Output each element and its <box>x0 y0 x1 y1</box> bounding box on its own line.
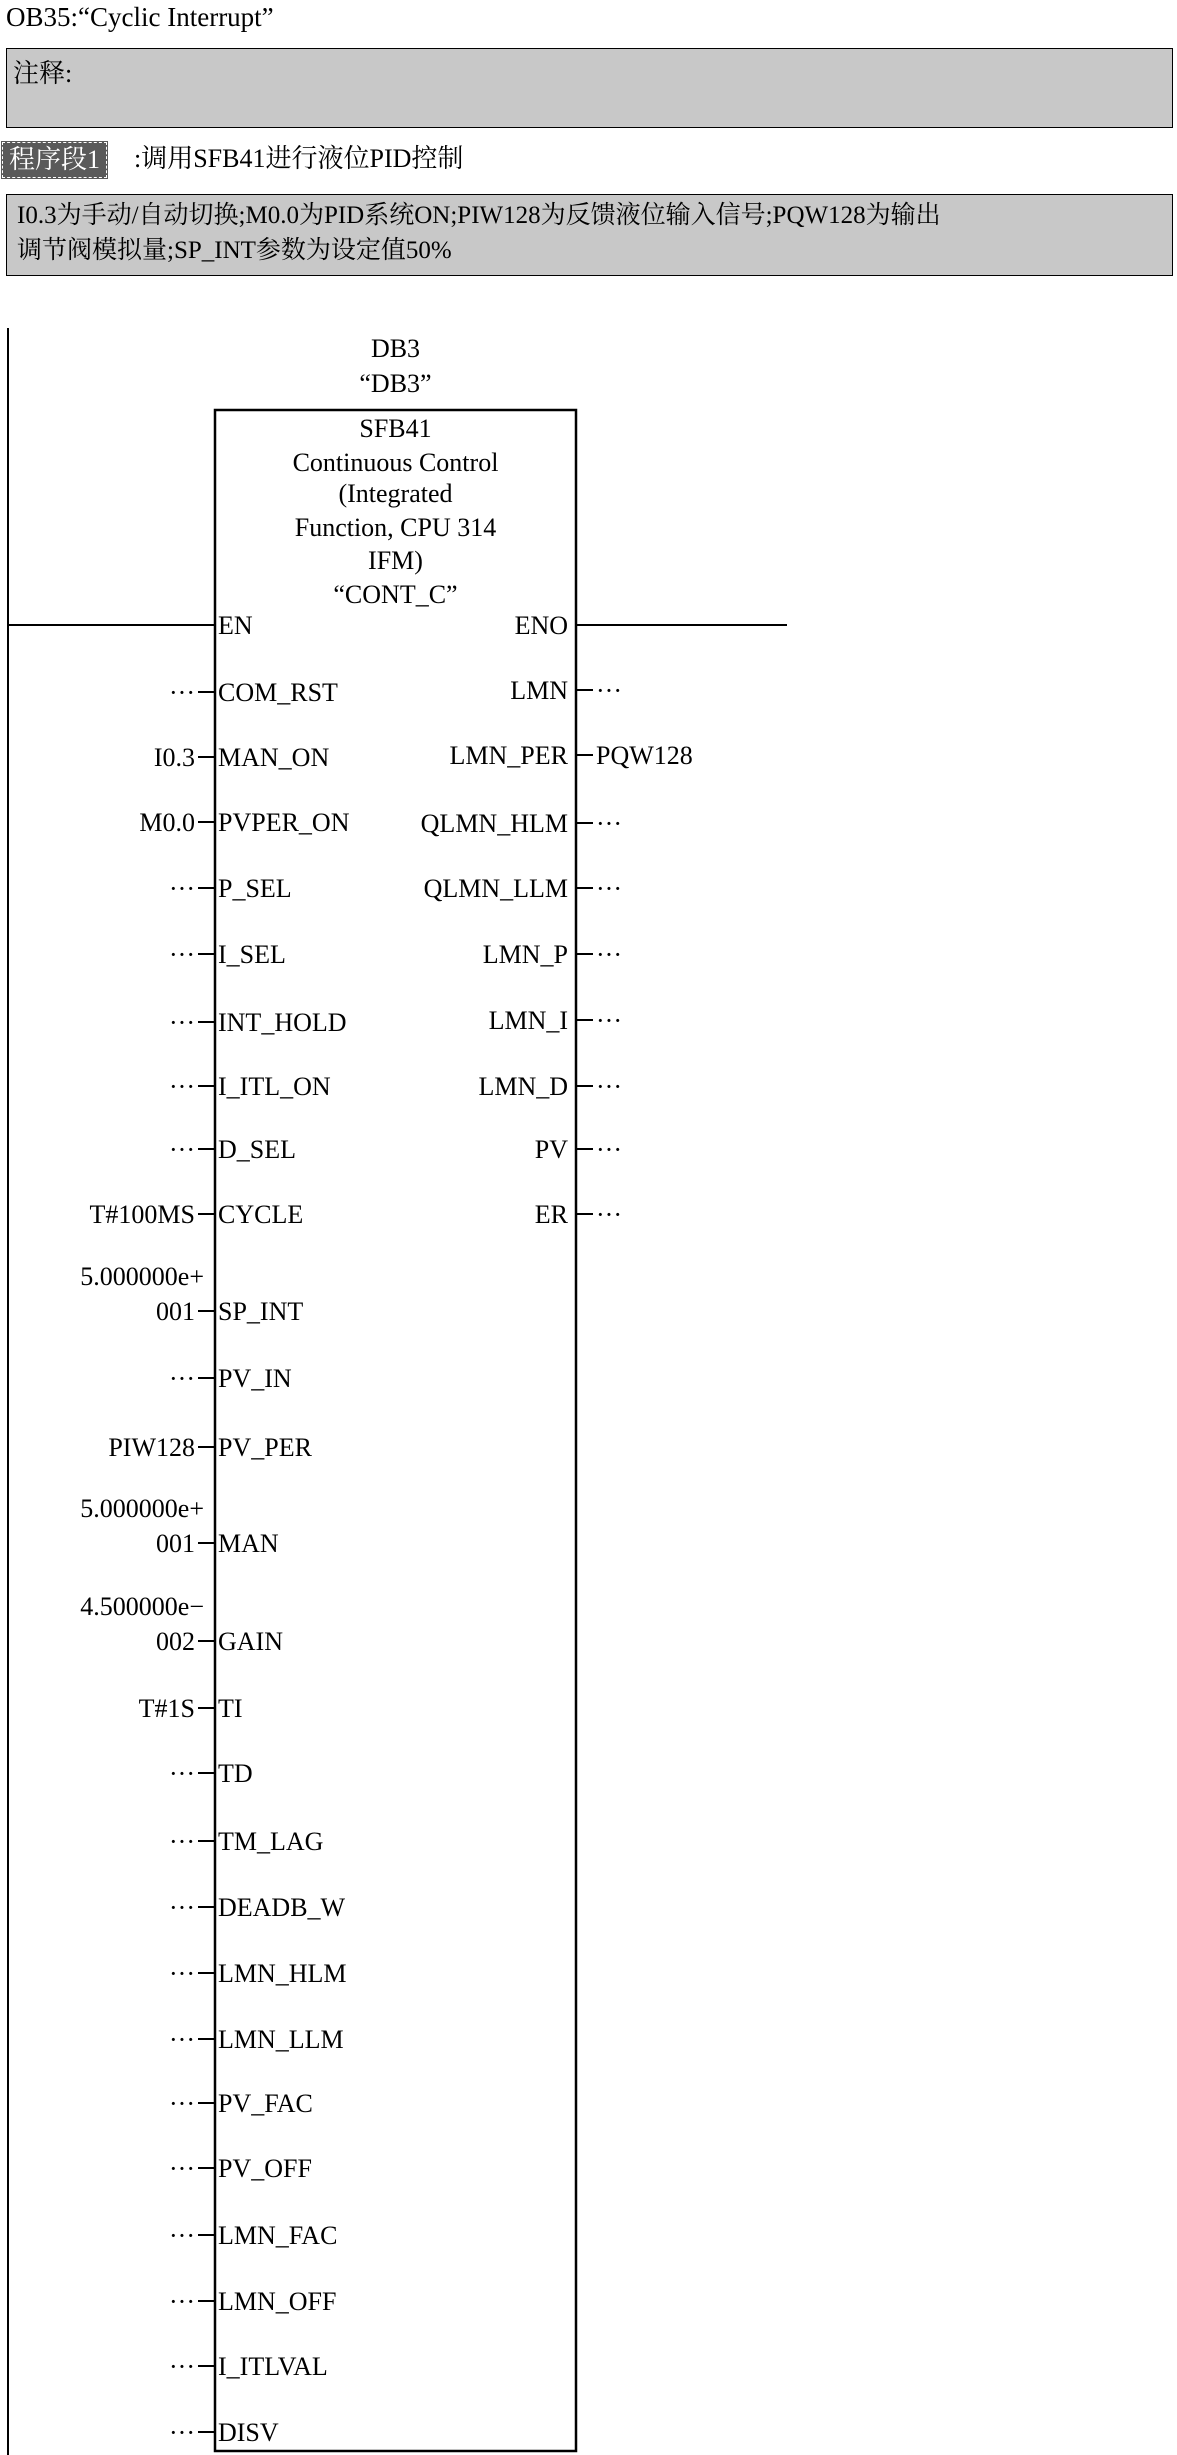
input-value[interactable]: ··· <box>169 1135 195 1164</box>
input-value[interactable]: 001 <box>156 1297 195 1326</box>
input-value[interactable]: ··· <box>169 1827 195 1856</box>
description-line: I0.3为手动/自动切换;M0.0为PID系统ON;PIW128为反馈液位输入信号;PQW128为输出 <box>17 202 941 229</box>
input-pin-disv[interactable]: DISV <box>218 2418 279 2447</box>
input-value[interactable]: ··· <box>169 874 195 903</box>
output-pin-lmn-per[interactable]: LMN_PER <box>449 741 568 770</box>
input-value[interactable]: 5.000000e+ <box>80 1494 204 1523</box>
input-value[interactable]: 5.000000e+ <box>80 1262 204 1291</box>
input-pin-lmn-hlm[interactable]: LMN_HLM <box>218 1959 347 1988</box>
output-value[interactable]: ··· <box>596 1072 622 1101</box>
input-pin-lmn-llm[interactable]: LMN_LLM <box>218 2025 344 2054</box>
input-value[interactable]: ··· <box>169 2089 195 2118</box>
block-title-line: IFM) <box>368 546 423 575</box>
input-pin-d-sel[interactable]: D_SEL <box>218 1135 296 1164</box>
input-pin-pv-off[interactable]: PV_OFF <box>218 2154 312 2183</box>
input-value[interactable]: ··· <box>169 1893 195 1922</box>
input-value[interactable]: ··· <box>169 2287 195 2316</box>
input-value[interactable]: T#1S <box>138 1694 195 1723</box>
output-value[interactable]: ··· <box>596 809 622 838</box>
input-pin-int-hold[interactable]: INT_HOLD <box>218 1008 347 1037</box>
output-pin-er[interactable]: ER <box>534 1200 568 1229</box>
pin-en[interactable]: EN <box>218 611 253 640</box>
comment-label: 注释: <box>13 59 73 88</box>
block-title-line: (Integrated <box>338 479 453 508</box>
output-value[interactable]: ··· <box>596 676 622 705</box>
network-badge[interactable]: 程序段1 <box>2 142 107 178</box>
input-pin-deadb-w[interactable]: DEADB_W <box>218 1893 346 1922</box>
output-pin-qlmn-hlm[interactable]: QLMN_HLM <box>420 809 568 838</box>
output-value[interactable]: ··· <box>596 940 622 969</box>
input-pin-lmn-off[interactable]: LMN_OFF <box>218 2287 337 2316</box>
input-value[interactable]: ··· <box>169 1959 195 1988</box>
output-pin-lmn-i[interactable]: LMN_I <box>488 1006 568 1035</box>
input-value[interactable]: ··· <box>169 1072 195 1101</box>
block-title-line: Continuous Control <box>292 448 499 477</box>
input-pin-pv-fac[interactable]: PV_FAC <box>218 2089 313 2118</box>
input-pin-tm-lag[interactable]: TM_LAG <box>218 1827 324 1856</box>
input-value[interactable]: ··· <box>169 2221 195 2250</box>
output-pin-pv[interactable]: PV <box>534 1135 568 1164</box>
function-block[interactable] <box>215 410 576 2451</box>
input-pin-com-rst[interactable]: COM_RST <box>218 678 338 707</box>
description-line: 调节阀模拟量;SP_INT参数为设定值50% <box>17 237 452 264</box>
input-pin-lmn-fac[interactable]: LMN_FAC <box>218 2221 338 2250</box>
input-value[interactable]: ··· <box>169 1364 195 1393</box>
input-pin-i-itlval[interactable]: I_ITLVAL <box>218 2352 328 2381</box>
input-pin-i-sel[interactable]: I_SEL <box>218 940 286 969</box>
pin-eno[interactable]: ENO <box>514 611 568 640</box>
input-pin-pv-in[interactable]: PV_IN <box>218 1364 292 1393</box>
input-value[interactable]: 4.500000e− <box>80 1592 204 1621</box>
output-pin-qlmn-llm[interactable]: QLMN_LLM <box>423 874 568 903</box>
input-value[interactable]: ··· <box>169 1759 195 1788</box>
input-pin-pv-per[interactable]: PV_PER <box>218 1433 312 1462</box>
db-symbol-label: “DB3” <box>359 369 432 398</box>
input-pin-p-sel[interactable]: P_SEL <box>218 874 292 903</box>
input-value[interactable]: ··· <box>169 2025 195 2054</box>
input-pin-sp-int[interactable]: SP_INT <box>218 1297 304 1326</box>
input-pin-pvper-on[interactable]: PVPER_ON <box>218 808 350 837</box>
input-value[interactable]: ··· <box>169 940 195 969</box>
block-title-line: SFB41 <box>359 414 432 443</box>
input-pin-i-itl-on[interactable]: I_ITL_ON <box>218 1072 331 1101</box>
block-title-line: “CONT_C” <box>333 580 458 609</box>
output-pin-lmn-d[interactable]: LMN_D <box>478 1072 568 1101</box>
input-pin-man-on[interactable]: MAN_ON <box>218 743 330 772</box>
input-pin-gain[interactable]: GAIN <box>218 1627 283 1656</box>
input-value[interactable]: M0.0 <box>139 808 195 837</box>
output-value[interactable]: ··· <box>596 1135 622 1164</box>
input-value[interactable]: ··· <box>169 678 195 707</box>
db-name-label: DB3 <box>370 334 421 363</box>
output-value[interactable]: ··· <box>596 1006 622 1035</box>
input-value[interactable]: PIW128 <box>108 1433 195 1462</box>
input-value[interactable]: ··· <box>169 2418 195 2447</box>
input-value[interactable]: T#100MS <box>89 1200 195 1229</box>
output-pin-lmn-p[interactable]: LMN_P <box>482 940 568 969</box>
input-pin-cycle[interactable]: CYCLE <box>218 1200 304 1229</box>
input-value[interactable]: ··· <box>169 2352 195 2381</box>
input-value[interactable]: ··· <box>169 2154 195 2183</box>
ob-title: OB35:“Cyclic Interrupt” <box>6 2 274 32</box>
input-pin-man[interactable]: MAN <box>218 1529 279 1558</box>
input-pin-td[interactable]: TD <box>218 1759 253 1788</box>
input-value[interactable]: 002 <box>156 1627 195 1656</box>
network-title: :调用SFB41进行液位PID控制 <box>134 144 464 173</box>
output-value[interactable]: ··· <box>596 874 622 903</box>
input-value[interactable]: ··· <box>169 1008 195 1037</box>
input-value[interactable]: 001 <box>156 1529 195 1558</box>
output-pin-lmn[interactable]: LMN <box>510 676 568 705</box>
input-value[interactable]: I0.3 <box>153 743 195 772</box>
output-value[interactable]: ··· <box>596 1200 622 1229</box>
output-value[interactable]: PQW128 <box>596 741 693 770</box>
input-pin-ti[interactable]: TI <box>218 1694 243 1723</box>
block-title-line: Function, CPU 314 <box>294 513 497 542</box>
